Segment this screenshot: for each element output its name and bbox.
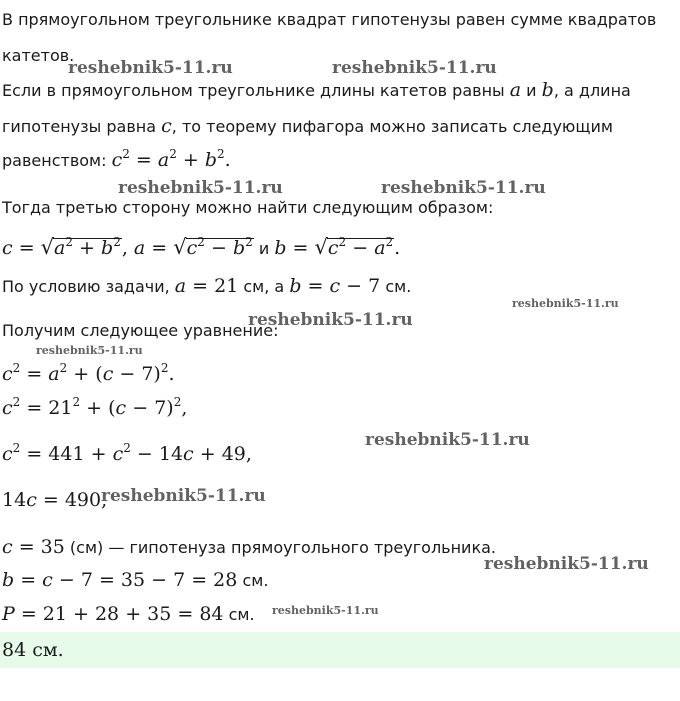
perimeter-result-line: P = 21 + 28 + 35 = 84 см. xyxy=(2,603,255,625)
legs-text-line: Если в прямоугольном треугольнике длины катетов равны a и b, а длина xyxy=(2,79,631,101)
watermark: reshebnik5-11.ru xyxy=(68,58,233,78)
watermark: reshebnik5-11.ru xyxy=(248,310,413,330)
equation-step-3: $c^2 = 441 + c^2 - 14c + 49$, xyxy=(2,441,252,465)
watermark: reshebnik5-11.ru xyxy=(101,486,266,506)
hypotenuse-text-line: гипотенузы равна c, то теорему пифагора можно записать следующим xyxy=(2,115,613,137)
theorem-text-line-1: В прямоугольном треугольнике квадрат гипотенузы равен сумме квадратов xyxy=(2,10,657,29)
pythagoras-equation-line: равенством: $c^2 = a^2 + b^2$. xyxy=(2,147,231,171)
watermark: reshebnik5-11.ru xyxy=(118,178,283,198)
watermark: reshebnik5-11.ru xyxy=(484,554,649,574)
watermark: reshebnik5-11.ru xyxy=(272,604,379,617)
theorem-text-line-2: катетов. xyxy=(2,46,75,65)
watermark: reshebnik5-11.ru xyxy=(332,58,497,78)
watermark: reshebnik5-11.ru xyxy=(512,297,619,310)
equation-step-4: 14c = 490, xyxy=(2,489,108,511)
watermark: reshebnik5-11.ru xyxy=(381,178,546,198)
third-side-text-line: Тогда третью сторону можно найти следующим образом: xyxy=(2,198,494,217)
equation-step-2: $c^2 = 21^2 + (c - 7)^2$, xyxy=(2,395,188,419)
answer-box xyxy=(0,632,680,668)
watermark: reshebnik5-11.ru xyxy=(365,430,530,450)
given-conditions-line: По условию задачи, a = 21 см, а b = c − 7 см. xyxy=(2,275,412,297)
hypotenuse-result-line: c = 35 (см) — гипотенуза прямоугольного треугольника. xyxy=(2,536,497,558)
leg-b-result-line: b = c − 7 = 35 − 7 = 28 см. xyxy=(2,569,269,591)
third-side-formulas-line: $c = √a^2 + b^2$, $a = √c^2 - b^2$ и $b = √c^2 - a^2$. xyxy=(2,235,401,259)
equation-step-1: $c^2 = a^2 + (c - 7)^2$. xyxy=(2,361,175,385)
equation-intro-line: Получим следующее уравнение: xyxy=(2,321,279,340)
watermark: reshebnik5-11.ru xyxy=(36,344,143,357)
answer-text: 84 см. xyxy=(2,639,64,661)
